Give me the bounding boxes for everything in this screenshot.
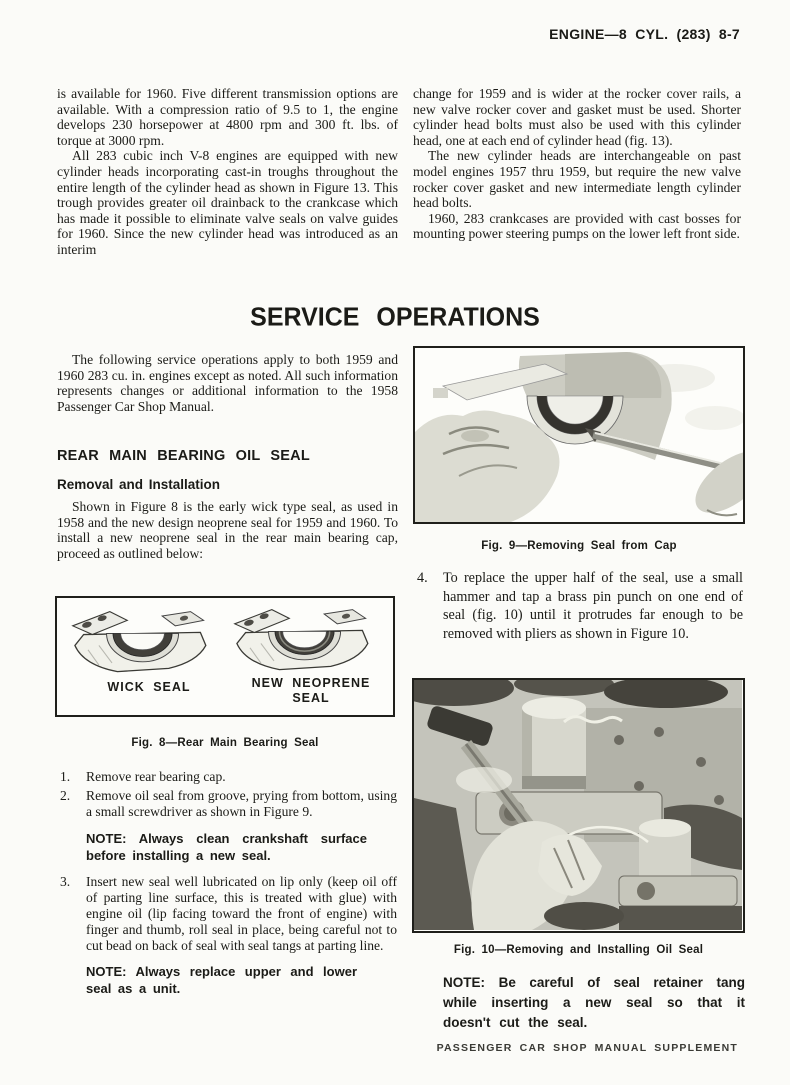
- fig8-wick-seal-drawing: [67, 604, 217, 676]
- intro-column-right: [413, 86, 741, 242]
- fig8-label-neoprene-seal: NEW NEOPRENE SEAL: [251, 676, 371, 705]
- step-number: 2.: [60, 788, 71, 803]
- fig10-photo: [414, 680, 743, 930]
- figure-9: [413, 346, 745, 524]
- page-footer: PASSENGER CAR SHOP MANUAL SUPPLEMENT: [436, 1042, 738, 1054]
- paragraph: The new cylinder heads are interchangeable on past model engines 1957 thru 1959, but require the new valve rocker cover gasket and new intermediate length cylinder head bolts.: [413, 148, 741, 211]
- paragraph: 1960, 283 crankcases are provided with cast bosses for mounting power steering pumps on the lower left front side.: [413, 210, 741, 242]
- step-text: To replace the upper half of the seal, use a small hammer and tap a brass pin punch on one end of seal (fig. 10) until it protrudes far enough to be removed with pliers as shown in Figure 10.: [443, 570, 743, 642]
- service-intro: [57, 352, 398, 414]
- step-4: [417, 569, 743, 643]
- step-3: [60, 874, 397, 954]
- step-number: 1.: [60, 769, 71, 784]
- step-2: [60, 788, 397, 820]
- heading-removal-and-installation: Removal and Installation: [57, 477, 221, 492]
- fig8-caption: Fig. 8—Rear Main Bearing Seal: [131, 737, 319, 749]
- paragraph: is available for 1960. Five different transmission options are available. With a compression ratio of 9.5 to 1, the engine develops 230 horsepower at 4800 rpm and 300 ft. lbs. of torque at 3000 rpm.: [57, 86, 398, 148]
- step-number: 3.: [60, 874, 71, 889]
- fig8-label-wick-seal: WICK SEAL: [107, 680, 191, 694]
- step-number: 4.: [417, 570, 428, 586]
- paragraph: Shown in Figure 8 is the early wick type seal, as used in 1958 and the new design neoprene seal for 1959 and 1960. To install a new neoprene seal in the rear main bearing cap, proceed as outlined below:: [57, 499, 398, 561]
- note-clean-crankshaft: NOTE: Always clean crankshaft surface before installing a new seal.: [86, 831, 367, 863]
- paragraph: The following service operations apply to both 1959 and 1960 283 cu. in. engines except as noted. All such information represents changes or additional information to the 1958 Passenger Car Shop Manual.: [57, 352, 398, 414]
- fig10-caption: Fig. 10—Removing and Installing Oil Seal: [453, 944, 704, 956]
- section-title: SERVICE OPERATIONS: [250, 302, 540, 332]
- fig9-photo: [415, 348, 743, 522]
- paragraph: change for 1959 and is wider at the rocker cover rails, a new valve rocker cover and gasket must be used. Shorter cylinder head bolts must also be used with this cylinder head, one at each end of cylinder head (fig. 13).: [413, 86, 741, 148]
- step-text: Remove oil seal from groove, prying from bottom, using a small screwdriver as shown in Figure 9.: [86, 788, 397, 819]
- figure-10: [412, 678, 745, 933]
- note-seal-retainer-tang: NOTE: Be careful of seal retainer tang while inserting a new seal so that it doesn't cut the seal.: [443, 975, 745, 1030]
- paragraph: All 283 cubic inch V-8 engines are equipped with new cylinder heads incorporating cast-in troughs throughout the entire length of the cylinder head as shown in Figure 13. This trough provides greater oil drainback to the crankcase which has made it possible to eliminate valve seals on valve guides for 1960. Since the new cylinder head was introduced as an interim: [57, 148, 398, 257]
- fig9-caption: Fig. 9—Removing Seal from Cap: [481, 540, 677, 552]
- note-replace-as-unit: NOTE: Always replace upper and lower seal as a unit.: [86, 964, 357, 996]
- page-header: ENGINE—8 CYL. (283) 8-7: [549, 26, 740, 42]
- intro-column-left: [57, 86, 398, 258]
- step-text: Remove rear bearing cap.: [86, 769, 226, 784]
- step-1: [60, 769, 397, 785]
- fig8-neoprene-seal-drawing: [229, 602, 379, 674]
- procedure-steps: [60, 769, 397, 997]
- step-text: Insert new seal well lubricated on lip only (keep oil off of parting line surface, this is treated with glue) with engine oil (lip facing toward the front of engine) with finger and thumb, roll seal in place, being careful not to cut bead on back of seal with seal tangs at parting line.: [86, 874, 397, 953]
- heading-rear-main-bearing-oil-seal: REAR MAIN BEARING OIL SEAL: [57, 448, 310, 464]
- seal-lead-paragraph: [57, 499, 398, 561]
- figure-8: [55, 596, 395, 717]
